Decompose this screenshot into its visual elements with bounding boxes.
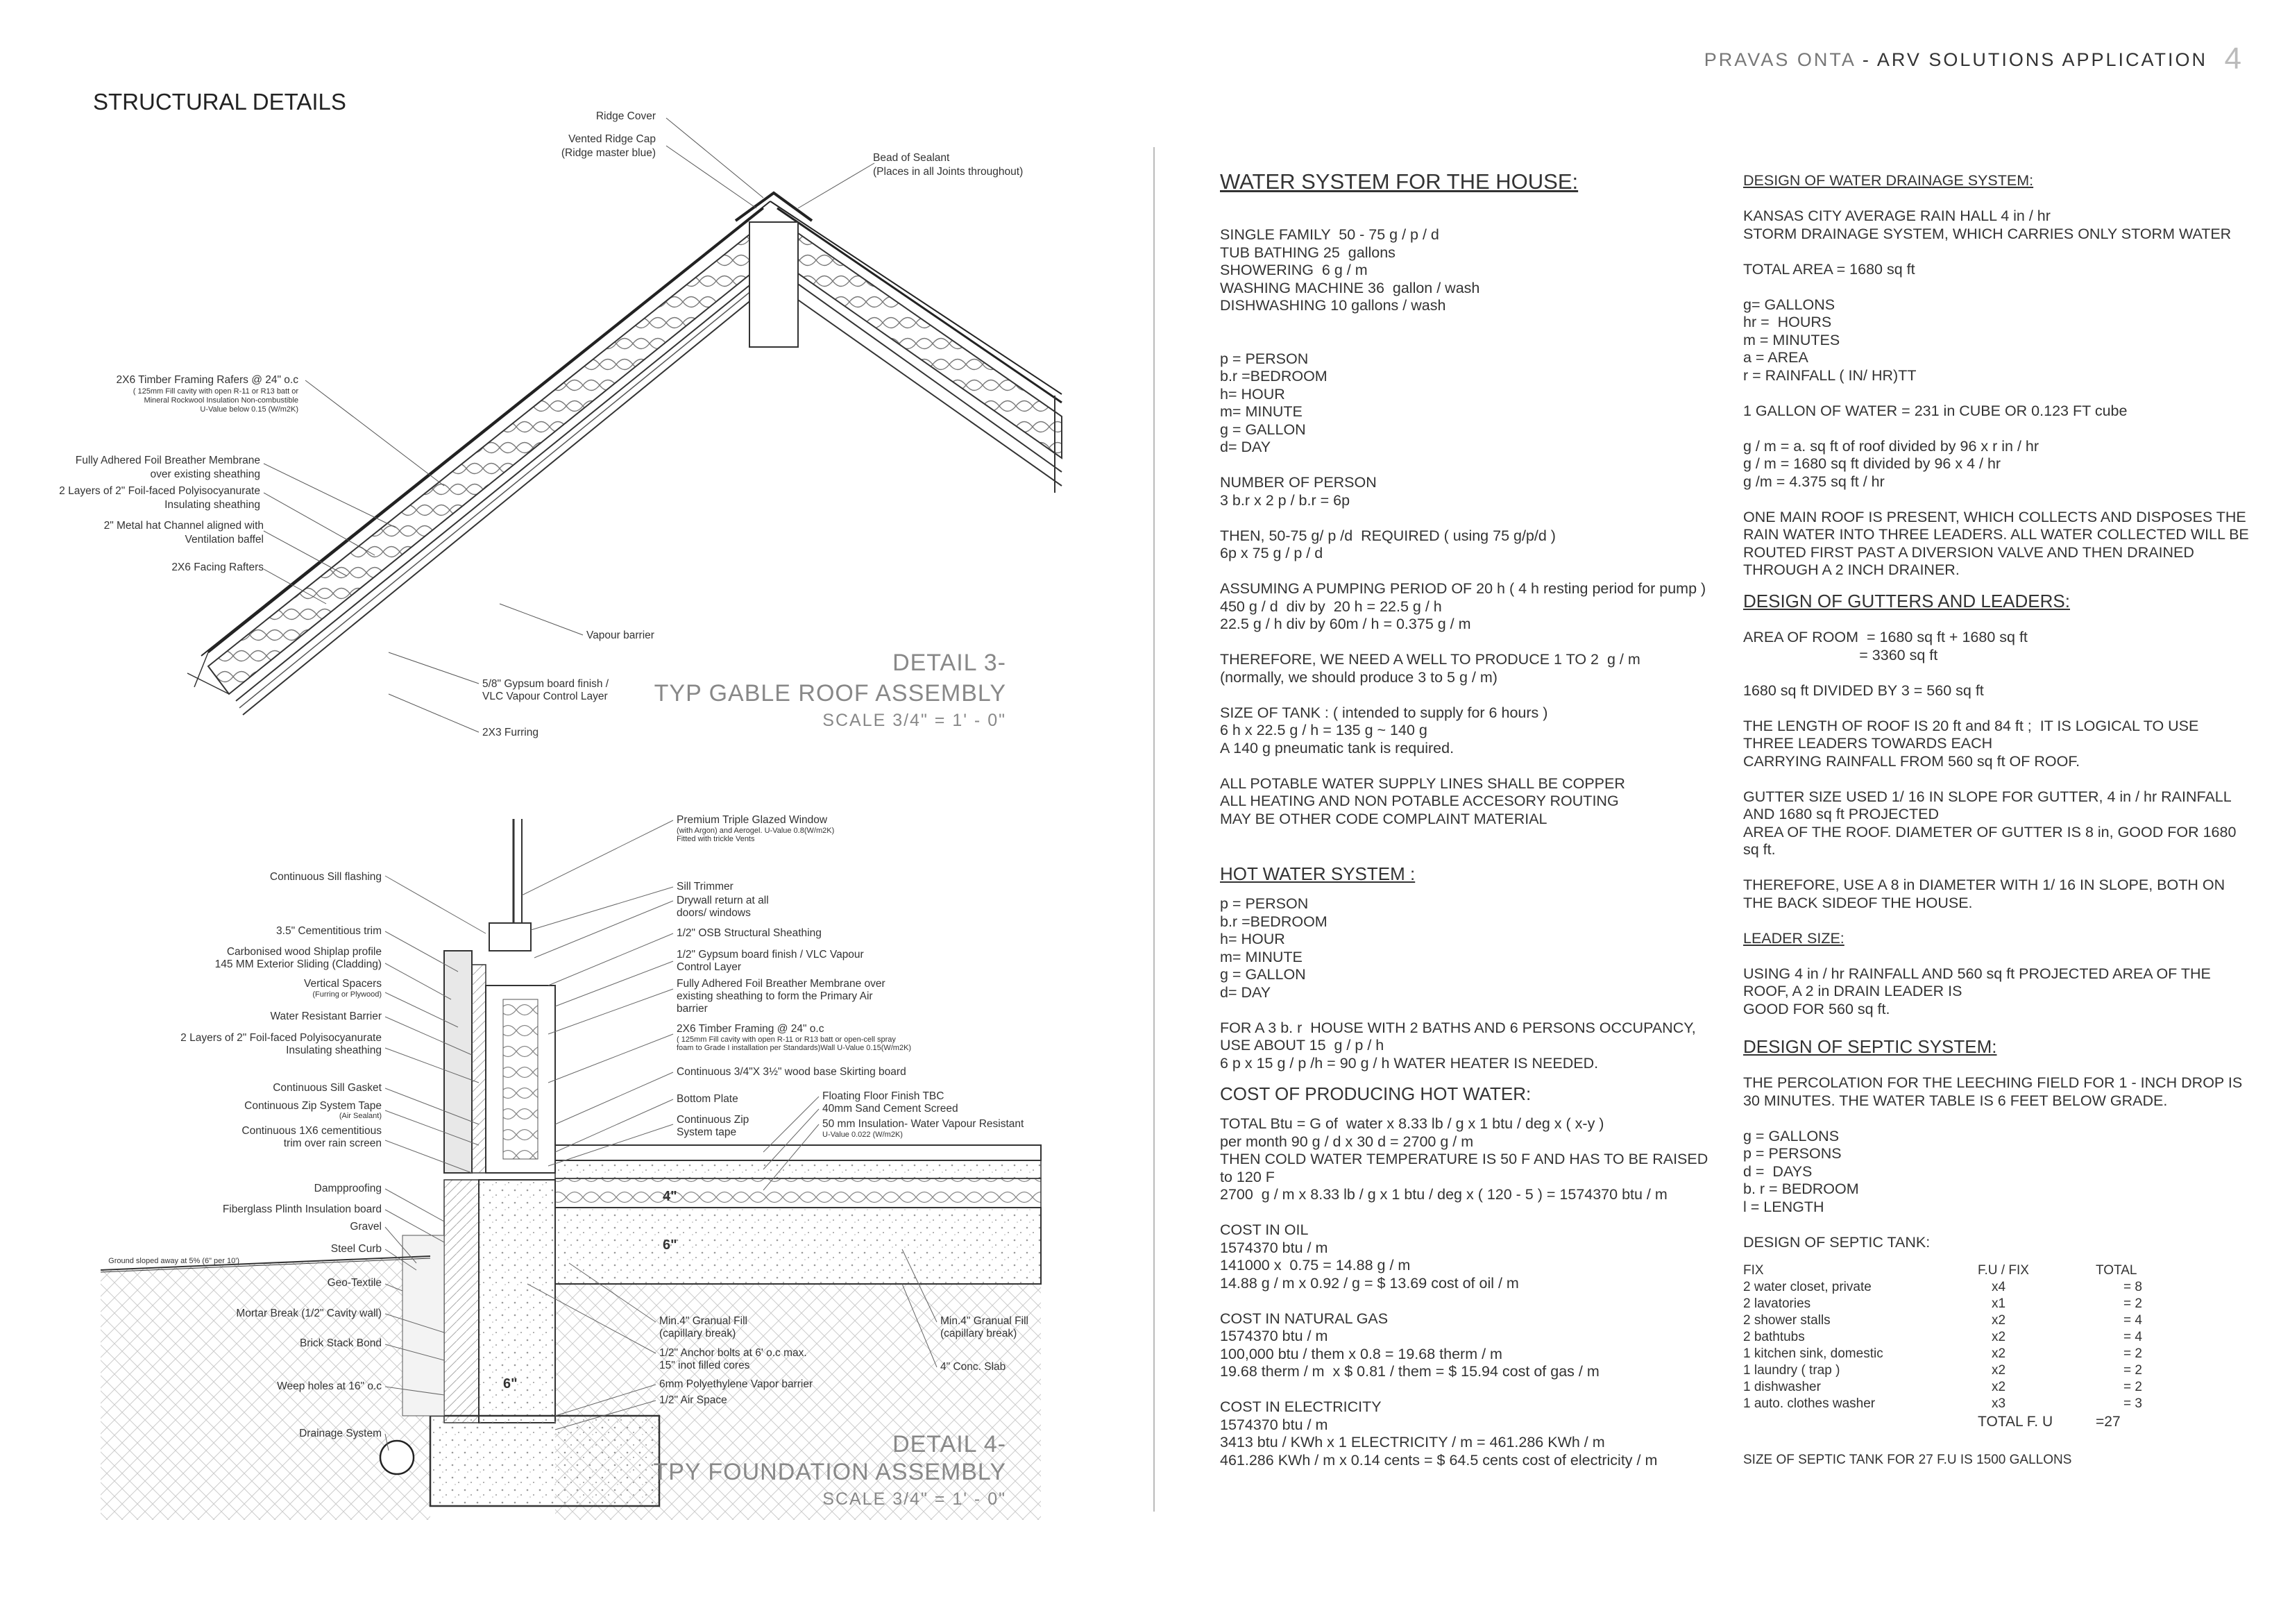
septic-note: SIZE OF SEPTIC TANK FOR 27 F.U IS 1500 GALLONS [1743,1453,2072,1467]
foundation-label: Geo-Textile [327,1277,382,1289]
text-line: d= DAY [1220,983,1271,1001]
foundation-label: 6mm Polyethylene Vapor barrier [659,1378,813,1390]
foundation-label: (Air Sealant) [339,1112,382,1120]
text-line: = 3360 sq ft [1743,646,1938,663]
text-line [1743,947,2243,965]
foundation-label: 2 Layers of 2" Foil-faced Polyisocyanurate [180,1032,382,1044]
foundation-label: Continuous Sill Gasket [273,1082,382,1094]
text-line: ROOF, A 2 in DRAIN LEADER IS [1743,983,1962,999]
roof-label: 2X6 Timber Framing Rafers @ 24" o.c [116,374,298,386]
dimension-label: 6" [503,1376,518,1392]
text-line: SINGLE FAMILY 50 - 75 g / p / d [1220,226,1439,243]
table-cell: 1 laundry ( trap ) [1743,1363,1840,1378]
table-cell: = 2 [2123,1346,2142,1361]
hot-water-heading: HOT WATER SYSTEM : [1220,863,1416,884]
foundation-label: existing sheathing to form the Primary Air [677,990,873,1002]
text-line: 14.88 g / m x 0.92 / g = $ 13.69 cost of oil / m [1220,1274,1519,1292]
foundation-label: Mortar Break (1/2" Cavity wall) [236,1308,382,1319]
text-line: RAIN WATER INTO THREE LEADERS. ALL WATER COLLECTED WILL BE [1743,526,2249,543]
detail3-subtitle: TYP GABLE ROOF ASSEMBLY [654,680,1006,707]
text-line: d = DAYS [1743,1162,1813,1180]
roof-label: VLC Vapour Control Layer [482,691,608,702]
text-line: GOOD FOR 560 sq ft. [1743,1000,1890,1017]
text-line: USE ABOUT 15 g / p / h [1220,1037,1384,1054]
text-line [1743,384,2243,403]
text-line: 22.5 g / h div by 60m / h = 0.375 g / m [1220,616,1471,632]
text-line [1743,859,2243,877]
foundation-label: Min.4" Granual Fill [940,1315,1028,1327]
table-cell: 2 bathtubs [1743,1330,1805,1344]
text-line: COST IN ELECTRICITY [1220,1398,1382,1415]
text-line: h= HOUR [1220,385,1285,403]
foundation-label: Ground sloped away at 5% (6" per 10') [108,1257,239,1265]
roof-label: U-Value below 0.15 (W/m2K) [200,405,298,414]
text-line: 100,000 btu / them x 0.8 = 19.68 therm / m [1220,1345,1502,1362]
text-line: a = AREA [1743,349,1808,366]
foundation-label: 145 MM Exterior Sliding (Cladding) [214,958,382,970]
text-line: THEN, 50-75 g/ p /d REQUIRED ( using 75 g/p/d ) [1220,527,1556,544]
column-divider [1153,147,1155,1512]
roof-label: Bead of Sealant [873,152,950,164]
foundation-label: (Furring or Plywood) [312,990,382,999]
roof-label: 5/8" Gypsum board finish / [482,678,609,690]
roof-assembly-drawing [0,97,1083,777]
foundation-label: (with Argon) and Aerogel. U-Value 0.8(W/m2K) [677,827,835,835]
text-line: THE PERCOLATION FOR THE LEECHING FIELD FOR 1 - INCH DROP IS [1743,1074,2243,1091]
foundation-section [101,819,1041,1520]
foundation-label: Vertical Spacers [304,978,382,990]
text-line: 141000 x 0.75 = 14.88 g / m [1220,1257,1411,1274]
text-line: TOTAL AREA = 1680 sq ft [1743,260,1915,278]
text-line: (normally, we should produce 3 to 5 g / m) [1220,668,1498,686]
foundation-label: doors/ windows [677,907,751,919]
detail3-scale: SCALE 3/4" = 1' - 0" [822,711,1006,730]
drainage-heading: DESIGN OF WATER DRAINAGE SYSTEM: [1743,172,2034,189]
foundation-label: Water Resistant Barrier [270,1010,382,1022]
text-line: 6 p x 15 g / p /h = 90 g / h WATER HEATER IS NEEDED. [1220,1054,1599,1072]
foundation-label: Continuous Sill flashing [269,871,382,883]
foundation-label: Sill Trimmer [677,881,733,893]
text-line [1743,611,2243,629]
text-line [1743,1110,2243,1128]
table-cell: = 4 [2123,1330,2142,1344]
foundation-label: System tape [677,1126,737,1138]
dimension-label: 4" [663,1189,677,1204]
roof-label: Ridge Cover [595,110,656,122]
foundation-label: 40mm Sand Cement Screed [822,1103,958,1115]
cost-heading: COST OF PRODUCING HOT WATER: [1220,1083,1532,1104]
text-line: NUMBER OF PERSON [1220,474,1377,491]
table-cell: x1 [1992,1296,2006,1311]
table-cell: x2 [1992,1363,2006,1378]
septic-lines [1743,1057,2243,1252]
table-cell: = 4 [2123,1313,2142,1328]
table-cell: x2 [1992,1346,2006,1361]
roof-label: over existing sheathing [150,468,260,480]
text-line: p = PERSON [1220,895,1309,912]
page-header: PRAVAS ONTA - ARV SOLUTIONS APPLICATION 4 [1704,42,2241,76]
text-line [1743,491,2243,509]
leader-heading: LEADER SIZE: [1743,929,1844,947]
table-cell: 1 auto. clothes washer [1743,1396,1876,1411]
text-line: b.r =BEDROOM [1220,913,1328,930]
septic-heading: DESIGN OF SEPTIC SYSTEM: [1743,1035,1997,1057]
foundation-label: Drywall return at all [677,895,769,906]
table-row [1743,1362,2243,1379]
text-line: 3413 btu / KWh x 1 ELECTRICITY / m = 461.286 KWh / m [1220,1434,1605,1450]
text-line: to 120 F [1220,1168,1275,1185]
text-line: COST IN OIL [1220,1221,1309,1238]
drainage-column [1743,172,2249,1469]
text-line: ALL POTABLE WATER SUPPLY LINES SHALL BE COPPER [1220,775,1625,792]
text-line: 6p x 75 g / p / d [1220,545,1323,561]
roof-label: Vented Ridge Cap [568,133,656,145]
text-line [1743,1057,2243,1075]
text-line [1220,509,1720,527]
foundation-label: 1/2" OSB Structural Sheathing [677,927,822,939]
table-cell: = 2 [2123,1296,2142,1311]
roof-label: ( 125mm Fill cavity with open R-11 or R13 batt or [133,387,298,396]
roof-label: (Places in all Joints throughout) [873,166,1024,178]
foundation-label: Carbonised wood Shiplap profile [226,946,382,958]
table-cell: x2 [1992,1380,2006,1394]
foundation-label: Steel Curb [330,1243,382,1255]
text-line: THROUGH A 2 INCH DRAINER. [1743,561,1960,578]
text-line: MAY BE OTHER CODE COMPLAINT MATERIAL [1220,810,1547,827]
foundation-label: 1/2" Air Space [659,1394,727,1406]
text-line [1220,457,1720,475]
text-line: 450 g / d div by 20 h = 22.5 g / h [1220,598,1442,615]
text-line: AREA OF THE ROOF. DIAMETER OF GUTTER IS 8 in, GOOD FOR 1680 [1743,823,2237,840]
table-cell: x3 [1992,1396,2006,1411]
foundation-label: Premium Triple Glazed Window [677,814,828,826]
table-row [1743,1379,2243,1396]
table-row [1743,1396,2243,1412]
page-number: 4 [2224,42,2241,76]
leader-lines [1743,947,2243,1018]
text-line: r = RAINFALL ( IN/ HR)TT [1743,366,1917,384]
text-line [1743,243,2243,261]
total-label: TOTAL F. U [1978,1414,2053,1430]
foundation-label: Insulating sheathing [286,1044,382,1056]
text-line: THE BACK SIDEOF THE HOUSE. [1743,894,1973,911]
table-header-row [1743,1262,2243,1279]
drainage-lines [1743,190,2249,580]
text-line [1220,686,1720,704]
text-line: TUB BATHING 25 gallons [1220,244,1396,261]
section-title: STRUCTURAL DETAILS [93,89,346,115]
detail4-scale: SCALE 3/4" = 1' - 0" [822,1489,1006,1509]
text-line: g /m = 4.375 sq ft / hr [1743,473,1885,490]
gutters-heading: DESIGN OF GUTTERS AND LEADERS: [1743,590,2070,611]
foundation-label: Continuous 3/4"X 3½" wood base Skirting board [677,1066,906,1078]
text-line: d= DAY [1220,439,1271,455]
text-line: m = MINUTES [1743,331,1840,348]
foundation-label: Continuous Zip [677,1114,749,1126]
text-line: m= MINUTE [1220,403,1303,420]
text-line [1743,190,2243,208]
foundation-label: Control Layer [677,961,742,973]
text-line: SHOWERING 6 g / m [1220,262,1368,278]
text-line: ROUTED FIRST PAST A DIVERSION VALVE AND THEN DRAINED [1743,543,2194,561]
text-line: FOR A 3 b. r HOUSE WITH 2 BATHS AND 6 PERSONS OCCUPANCY, [1220,1019,1696,1036]
foundation-label: Continuous Zip System Tape [244,1100,382,1112]
roof-label: 2X3 Furring [482,727,538,738]
foundation-label: Continuous 1X6 cementitious [241,1125,382,1137]
text-line: AREA OF ROOM = 1680 sq ft + 1680 sq ft [1743,629,2028,645]
text-line [1220,1001,1720,1020]
text-line: THREE LEADERS TOWARDS EACH [1743,735,1993,752]
text-line: sq ft. [1743,841,1776,858]
text-line: KANSAS CITY AVERAGE RAIN HALL 4 in / hr [1743,208,2051,224]
table-cell: 2 lavatories [1743,1296,1811,1311]
roof-label: Fully Adhered Foil Breather Membrane [75,455,260,466]
text-line: 1680 sq ft DIVIDED BY 3 = 560 sq ft [1743,682,1984,699]
text-line: WASHING MACHINE 36 gallon / wash [1220,279,1480,296]
roof-label: Mineral Rockwool Insulation Non-combustible [144,396,298,405]
roof-label: (Ridge master blue) [561,147,656,159]
table-cell: 2 shower stalls [1743,1313,1831,1328]
roof-label: Vapour barrier [586,629,654,641]
text-line: AND 1680 sq ft PROJECTED [1743,806,1939,822]
text-line: l = LENGTH [1743,1198,1824,1215]
table-cell: x2 [1992,1330,2006,1344]
foundation-label: Weep holes at 16" o.c [277,1380,382,1392]
table-cell: 1 kitchen sink, domestic [1743,1346,1883,1361]
text-line: p = PERSON [1220,350,1309,367]
text-line [1743,278,2243,296]
total-value: =27 [2096,1414,2121,1430]
table-row [1743,1296,2243,1312]
text-line: 461.286 KWh / m x 0.14 cents = $ 64.5 cents cost of electricity / m [1220,1451,1658,1469]
foundation-label: 1/2" Gypsum board finish / VLC Vapour [677,949,864,961]
foundation-label: foam to Grade I installation per Standards)Wall U-Value 0.15(W/m2K) [677,1044,912,1052]
fixture-units-table [1743,1262,2243,1430]
foundation-label: 15" inot filled cores [659,1360,750,1371]
table-total-row [1743,1414,2243,1430]
text-line: GUTTER SIZE USED 1/ 16 IN SLOPE FOR GUTTER, 4 in / hr RAINFALL [1743,788,2232,805]
text-line: g = GALLONS [1743,1127,1840,1144]
text-line [1220,757,1720,775]
text-line [1743,664,2243,682]
water-system-column [1220,169,1720,1469]
foundation-label: (capillary break) [659,1328,736,1339]
foundation-label: barrier [677,1003,708,1015]
text-line [1220,1204,1720,1222]
text-line [1743,1216,2243,1234]
text-line [1220,1292,1720,1310]
text-line: DISHWASHING 10 gallons / wash [1220,297,1446,314]
text-line: per month 90 g / d x 30 d = 2700 g / m [1220,1133,1474,1150]
foundation-label: Fitted with trickle Vents [677,835,755,843]
text-line: g / m = 1680 sq ft divided by 96 x 4 / hr [1743,455,2001,472]
text-line: g / m = a. sq ft of roof divided by 96 x r in / hr [1743,437,2039,455]
dimension-label: 6" [663,1237,677,1253]
detail3-title: DETAIL 3- [892,650,1006,676]
table-body [1743,1279,2243,1412]
table-cell: = 2 [2123,1363,2142,1378]
text-line: 1574370 btu / m [1220,1239,1328,1256]
roof-label: 2X6 Facing Rafters [171,561,264,573]
text-line: ASSUMING A PUMPING PERIOD OF 20 h ( 4 h resting period for pump ) [1220,580,1706,597]
foundation-label: ( 125mm Fill cavity with open R-11 or R13 batt or open-cell spray [677,1035,896,1044]
text-line: THEREFORE, WE NEED A WELL TO PRODUCE 1 TO 2 g / m [1220,651,1640,668]
foundation-label: trim over rain screen [283,1137,382,1149]
author-name: PRAVAS ONTA [1704,49,1856,70]
foundation-label: Dampproofing [314,1183,382,1194]
application-title: ARV SOLUTIONS APPLICATION [1876,49,2207,70]
text-line [1743,420,2243,438]
text-line: A 140 g pneumatic tank is required. [1220,739,1454,756]
foundation-label: Gravel [350,1221,382,1233]
foundation-assembly-drawing [0,798,1083,1534]
gutters-lines [1743,611,2243,930]
text-line [1220,315,1720,333]
text-line: 2700 g / m x 8.33 lb / g x 1 btu / deg x ( 120 - 5 ) = 1574370 btu / m [1220,1186,1668,1203]
text-line: USING 4 in / hr RAINFALL AND 560 sq ft PROJECTED AREA OF THE [1743,965,2211,982]
text-line: 1 GALLON OF WATER = 231 in CUBE OR 0.123 FT cube [1743,402,2128,419]
detail4-subtitle: TPY FOUNDATION ASSEMBLY [653,1459,1006,1485]
foundation-label: 2X6 Timber Framing @ 24" o.c [677,1023,824,1035]
text-line: 6 h x 22.5 g / h = 135 g ~ 140 g [1220,722,1427,738]
table-row [1743,1312,2243,1329]
table-cell: 2 water closet, private [1743,1280,1872,1294]
table-header-cell: FIX [1743,1263,1764,1278]
text-line: SIZE OF TANK : ( intended to supply for 6 hours ) [1220,704,1548,721]
text-line: g= GALLONS [1743,296,1835,313]
text-line: TOTAL Btu = G of water x 8.33 lb / g x 1 btu / deg x ( x-y ) [1220,1115,1604,1132]
text-line: 19.68 therm / m x $ 0.81 / them = $ 15.94 cost of gas / m [1220,1363,1600,1380]
table-header-cell: F.U / FIX [1978,1263,2029,1278]
roof-label: Insulating sheathing [164,499,260,511]
text-line: b.r =BEDROOM [1220,368,1328,384]
text-line [1743,700,2243,718]
foundation-label: (capillary break) [940,1328,1017,1339]
text-line: DESIGN OF SEPTIC TANK: [1743,1233,1931,1251]
foundation-label: Bottom Plate [677,1093,738,1105]
roof-label: Ventilation baffel [185,534,264,545]
text-line: p = PERSONS [1743,1145,1842,1162]
table-cell: = 3 [2123,1396,2142,1411]
text-line [1743,912,2243,930]
text-line: hr = HOURS [1743,314,1832,330]
text-line: h= HOUR [1220,931,1285,947]
text-line: ONE MAIN ROOF IS PRESENT, WHICH COLLECTS AND DISPOSES THE [1743,508,2246,525]
roof-label: 2" Metal hat Channel aligned with [103,520,264,532]
foundation-label: Drainage System [299,1428,382,1439]
foundation-label: 3.5" Cementitious trim [276,925,382,937]
text-line: g = GALLON [1220,421,1306,438]
text-line: 30 MINUTES. THE WATER TABLE IS 6 FEET BELOW GRADE. [1743,1092,2168,1109]
text-line: COST IN NATURAL GAS [1220,1310,1389,1327]
text-line: ALL HEATING AND NON POTABLE ACCESORY ROUTING [1220,793,1619,809]
text-line: THEREFORE, USE A 8 in DIAMETER WITH 1/ 16 IN SLOPE, BOTH ON [1743,877,2225,893]
table-cell: = 8 [2123,1280,2142,1294]
text-line: b. r = BEDROOM [1743,1181,1859,1197]
text-line [1220,634,1720,652]
table-cell: = 2 [2123,1380,2142,1394]
table-cell: x4 [1992,1280,2006,1294]
foundation-label: Min.4" Granual Fill [659,1315,747,1327]
foundation-label: U-Value 0.022 (W/m2K) [822,1131,903,1139]
text-line: THEN COLD WATER TEMPERATURE IS 50 F AND HAS TO BE RAISED [1220,1151,1708,1167]
roof-label: 2 Layers of 2" Foil-faced Polyisocyanurate [59,485,260,497]
foundation-label: 1/2" Anchor bolts at 6' o.c max. [659,1347,807,1359]
foundation-label: 4" Conc. Slab [940,1361,1006,1373]
text-line [1220,563,1720,581]
foundation-label: Fiberglass Plinth Insulation board [222,1203,382,1215]
table-row [1743,1279,2243,1296]
water-system-heading: WATER SYSTEM FOR THE HOUSE: [1220,169,1579,194]
hot-water-lines [1220,895,1720,1072]
table-header-cell: TOTAL [2096,1263,2137,1278]
table-row [1743,1346,2243,1362]
text-line: THE LENGTH OF ROOF IS 20 ft and 84 ft ; IT IS LOGICAL TO USE [1743,717,2199,734]
text-line: CARRYING RAINFALL FROM 560 sq ft OF ROOF. [1743,752,2080,770]
water-lines [1220,226,1720,828]
text-line [1220,332,1720,350]
table-row [1743,1329,2243,1346]
foundation-label: Brick Stack Bond [299,1337,382,1349]
detail4-title: DETAIL 4- [892,1431,1006,1457]
foundation-label: 50 mm Insulation- Water Vapour Resistant [822,1118,1024,1130]
text-line: 3 b.r x 2 p / b.r = 6p [1220,491,1350,509]
table-cell: x2 [1992,1313,2006,1328]
foundation-label: Fully Adhered Foil Breather Membrane over [677,978,885,990]
text-line: g = GALLON [1220,966,1306,983]
text-line [1743,770,2243,788]
text-line [1220,1381,1720,1399]
text-line: 1574370 btu / m [1220,1416,1328,1433]
cost-lines [1220,1115,1720,1469]
text-line: m= MINUTE [1220,948,1303,965]
foundation-label: Floating Floor Finish TBC [822,1090,944,1102]
table-cell: 1 dishwasher [1743,1380,1821,1394]
text-line: 1574370 btu / m [1220,1328,1328,1344]
text-line: STORM DRAINAGE SYSTEM, WHICH CARRIES ONLY STORM WATER [1743,225,2232,242]
